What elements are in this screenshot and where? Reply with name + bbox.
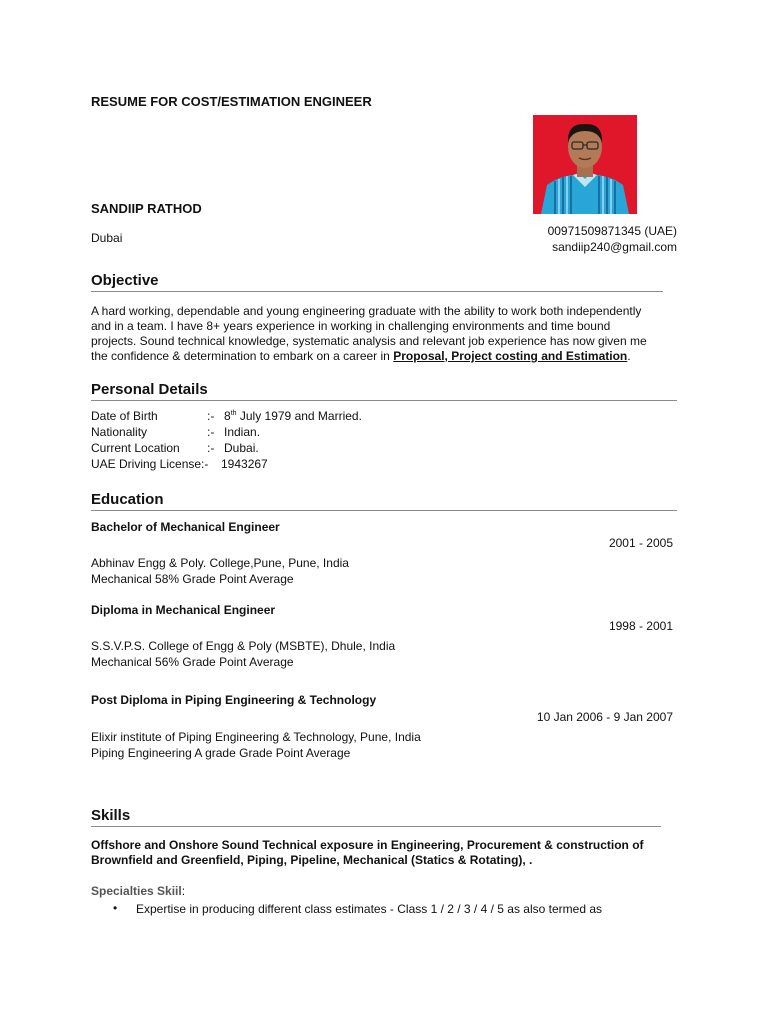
personal-details-heading: Personal Details [91, 381, 208, 398]
degree-grade: Mechanical 58% Grade Point Average [91, 572, 294, 586]
portrait-image [533, 115, 637, 214]
education-divider [91, 510, 677, 511]
detail-value: Indian. [224, 425, 261, 439]
personal-details-divider [91, 400, 677, 401]
degree-title: Bachelor of Mechanical Engineer [91, 520, 280, 534]
degree-years: 10 Jan 2006 - 9 Jan 2007 [536, 710, 673, 724]
detail-separator: :- [207, 409, 215, 423]
profile-photo [533, 115, 637, 214]
degree-institute: Elixir institute of Piping Engineering & Technology, Pune, India [91, 730, 421, 744]
detail-label: Current Location [91, 441, 180, 455]
email-address[interactable]: sandiip240@gmail.com [552, 240, 677, 254]
objective-line: and in a team. I have 8+ years experience in working in challenging environments and time bound [91, 319, 611, 333]
specialties-label: Specialties Skiil [91, 884, 182, 898]
detail-label: Nationality [91, 425, 148, 439]
objective-line: A hard working, dependable and young engineering graduate with the ability to work both independently [91, 304, 642, 318]
objective-line: projects. Sound technical knowledge, systematic analysis and relevant job experience has now given me [91, 334, 647, 348]
objective-heading: Objective [91, 272, 159, 289]
degree-title: Post Diploma in Piping Engineering & Technology [91, 693, 377, 707]
career-focus-link: Proposal, Project costing and Estimation [393, 349, 628, 363]
skills-summary [91, 838, 681, 868]
detail-value: 8th July 1979 and Married. [224, 409, 362, 423]
skills-heading: Skills [91, 807, 131, 824]
degree-institute: Abhinav Engg & Poly. College,Pune, Pune, India [91, 556, 349, 570]
degree-grade: Piping Engineering A grade Grade Point Average [91, 746, 351, 760]
specialties-line [91, 884, 185, 898]
specialties-colon: : [181, 884, 186, 898]
skills-summary-line: Offshore and Onshore Sound Technical exposure in Engineering, Procurement & construction of [91, 838, 644, 852]
degree-years: 2001 - 2005 [608, 536, 673, 550]
detail-value: Dubai. [224, 441, 259, 455]
skills-summary-line: Brownfield and Greenfield, Piping, Pipeline, Mechanical (Statics & Rotating), . [91, 853, 533, 867]
detail-label: UAE Driving License:- [91, 457, 209, 471]
education-heading: Education [91, 491, 164, 508]
specialty-item: Expertise in producing different class estimates - Class 1 / 2 / 3 / 4 / 5 as also termed as [136, 902, 602, 916]
objective-line [91, 349, 681, 364]
phone-number: 00971509871345 (UAE) [547, 224, 677, 238]
degree-title: Diploma in Mechanical Engineer [91, 603, 276, 617]
degree-years: 1998 - 2001 [608, 619, 673, 633]
bullet-icon: • [113, 901, 118, 915]
objective-line-suffix: . [627, 349, 631, 363]
degree-institute: S.S.V.P.S. College of Engg & Poly (MSBTE), Dhule, India [91, 639, 396, 653]
candidate-name: SANDIIP RATHOD [91, 201, 202, 216]
degree-grade: Mechanical 56% Grade Point Average [91, 655, 294, 669]
objective-line-prefix: the confidence & determination to embark on a career in [91, 349, 394, 363]
contact-block [548, 223, 677, 255]
candidate-city: Dubai [91, 231, 123, 245]
objective-divider [91, 291, 663, 292]
objective-text [91, 304, 681, 364]
detail-separator: :- [207, 441, 215, 455]
detail-separator: :- [207, 425, 215, 439]
skills-divider [91, 826, 661, 827]
detail-value: 1943267 [221, 457, 268, 471]
resume-title: RESUME FOR COST/ESTIMATION ENGINEER [91, 94, 372, 109]
detail-label: Date of Birth [91, 409, 158, 423]
